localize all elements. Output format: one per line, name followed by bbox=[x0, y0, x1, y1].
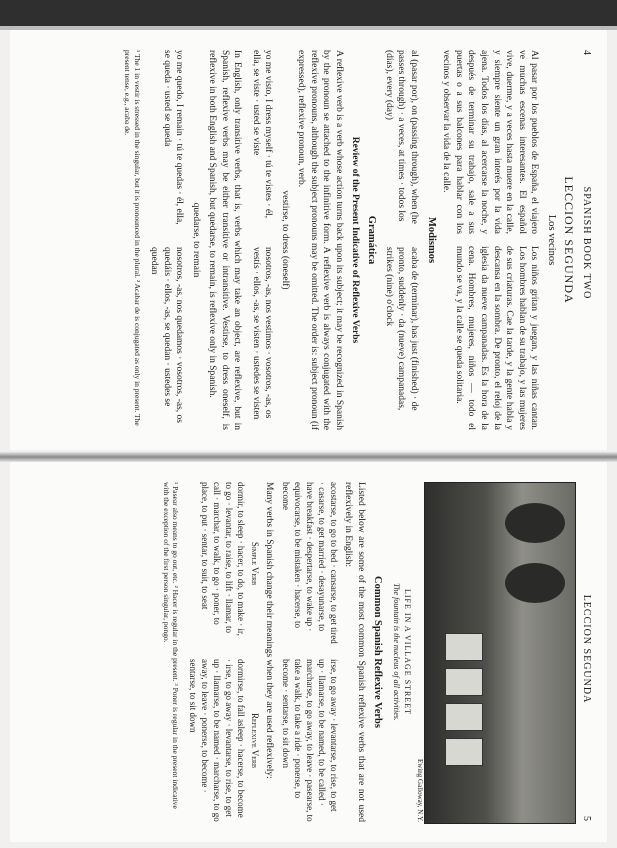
gramatica-title: Gramática bbox=[366, 215, 378, 265]
vestirse-heading: vestirse, to dress (oneself) bbox=[279, 190, 290, 290]
reading-title: Los vecinos bbox=[545, 214, 557, 266]
reflexive-list bbox=[279, 482, 338, 822]
reflexive-list-column-2: irse, to go away · levantarse, to rise, to get up · llamarse, to be named, to be called · marcharse, to go away, to leave · pasearse, to take a walk, to take a ride · ponerse, to become · sentarse, to sit down bbox=[281, 659, 339, 822]
photo-caption: LIFE IN A VILLAGE STREET bbox=[402, 588, 412, 716]
simple-verb-header: Simple Verb bbox=[249, 541, 260, 586]
tree-shape bbox=[505, 563, 565, 603]
quedarse-singular: yo me quedo, I remain · tú te quedas · él, ella, se queda · usted se queda bbox=[161, 50, 185, 225]
english-paragraph: In English, only transitive verbs, that is, verbs which may take an object, are reflexive, but in Spanish, reflexive verbs may be either transitive or intransitive. Vestirse, to dress oneself, is reflexive in both English and Spanish, but quedarse, to remain, is reflexive only in Spanish. bbox=[207, 50, 243, 430]
reading-column-1: Al pasar por los pueblos de España, el viajero ve muchas escenas interesantes. El español vive, duerme, y a veces hasta muere en la calle, y siempre siente un gran interés por la vida ajena. Todos los días, al acercarse la noche, y después de terminar su trabajo, sale a sus puertas o a sus balcones para hablar con los vecinos y observar la vida de la calle. bbox=[441, 50, 540, 234]
review-title: Review of the Present Indicative of Reflexive Verbs bbox=[349, 136, 360, 344]
running-head-title: LECCION SEGUNDA bbox=[581, 594, 592, 704]
simple-vs-reflexive-table bbox=[186, 482, 259, 822]
footnote: ¹ The 1 in vestir is stressed in the singular, but it is pronounced in the plural. ² Acabar de is conjugated as only in present. The present tense, e.g., acaba de. bbox=[123, 50, 142, 426]
simple-verb-list: dormir, to sleep · hacer, to do, to make · ir, to go · levantar, to raise, to lift · llamar, to call · marchar, to walk, to go · poner, to place, to put · sentar, to suit, to seat bbox=[200, 482, 246, 636]
running-head bbox=[580, 482, 593, 822]
binder-strip bbox=[0, 0, 617, 26]
vestirse-singular: yo me visto, I dress myself · tú te vistes · él, ella, se viste · usted se viste bbox=[250, 50, 274, 219]
house-shape bbox=[445, 633, 483, 661]
page-number: 4 bbox=[581, 50, 592, 56]
vestirse-conjugation bbox=[249, 50, 274, 430]
village-street-photo bbox=[424, 482, 576, 824]
review-paragraph: A reflexive verb is a verb whose action turns back upon its subject; it may be recognized in Spanish by the pronoun se attached to the infinitive form. A reflexive verb is always conjugated with the reflexive pronouns, although the subject pronouns may be omitted. The order is: subject pronoun (if expressed), reflexive pronoun, verb. bbox=[296, 50, 345, 430]
idioms-list bbox=[382, 50, 420, 430]
house-shape bbox=[445, 738, 483, 766]
modismos-title: Modismos bbox=[425, 216, 437, 264]
section-title: Common Spanish Reflexive Verbs bbox=[372, 576, 384, 728]
page-number: 5 bbox=[581, 815, 592, 822]
intro-paragraph: Listed below are some of the most common Spanish reflexive verbs that are not used reflexively in English: bbox=[343, 482, 366, 822]
footnote: ¹ Pasear also means to go out, etc. ² Hacer is regular in the present. ³ Poner is regular in the present indicative with the exception of the first person singular, pongo. bbox=[162, 482, 181, 809]
house-shape bbox=[445, 668, 483, 696]
house-shape bbox=[445, 703, 483, 731]
photo-subcaption: The fountain is the nucleus of all activities. bbox=[392, 583, 402, 721]
photo-credit: Ewing Galloway, N.Y. bbox=[415, 759, 424, 822]
idioms-column-1: al (pasar por), on (passing through), when (he passes through) · a veces, at times · todos los (días), every (day) bbox=[383, 50, 420, 224]
running-head bbox=[580, 50, 593, 430]
reflexive-verb-list: dormirse, to fall asleep · hacerse, to become · irse, to go away · levantarse, to rise, to get up · llamarse, to be named · marcharse, to go away, to leave · ponerse, to become · sentarse, to sit down bbox=[188, 659, 246, 822]
page-gutter bbox=[0, 452, 617, 462]
quedarse-plural: nosotros, -as, nos quedamos · vosotros, -as, os quedáis · ellos, -as, se quedan · ustedes se quedan bbox=[149, 247, 185, 424]
idioms-column-2: acaba de (terminar), has just (finished) · de pronto, suddenly · da (nueve) campanadas, strikes (nine) o'clock bbox=[383, 247, 420, 411]
lesson-title: LECCION SEGUNDA bbox=[561, 176, 576, 304]
reflexive-list-column-1: acostarse, to go to bed · cansarse, to get tired · casarse, to get married · desayunarse, to have breakfast · despertarse, to wake up · equivocarse, to be mistaken · hacerse, to become bbox=[281, 482, 339, 644]
left-page bbox=[10, 30, 607, 450]
reading-column-2: Los niños gritan y juegan, y las niñas cantan. Los hombres hablan de su trabajo, y las mujeres de sus criaturas. Cae la tarde, y la gente habla y descansa en la sombra. De pronto, el reloj de la iglesia da nueve campanadas. Es la hora de la cena. Hombres, mujeres, niños — todo el mundo se va, y la calle se queda solitaria. bbox=[453, 246, 540, 430]
reading-text bbox=[440, 50, 540, 430]
right-page bbox=[10, 462, 607, 842]
vestirse-plural: nosotros, -as, nos vestimos · vosotros, -as, os vestís · ellos, -as, se visten · ustedes se visten bbox=[250, 247, 274, 420]
many-verbs-paragraph: Many verbs in Spanish change their meanings when they are used reflexively: bbox=[264, 482, 275, 779]
quedarse-heading: quedarse, to remain bbox=[190, 202, 201, 278]
tree-shape bbox=[505, 503, 565, 543]
reflexive-verb-header: Reflexive Verb bbox=[249, 713, 260, 768]
running-head-title: SPANISH BOOK TWO bbox=[581, 186, 592, 300]
quedarse-conjugation bbox=[148, 50, 186, 430]
